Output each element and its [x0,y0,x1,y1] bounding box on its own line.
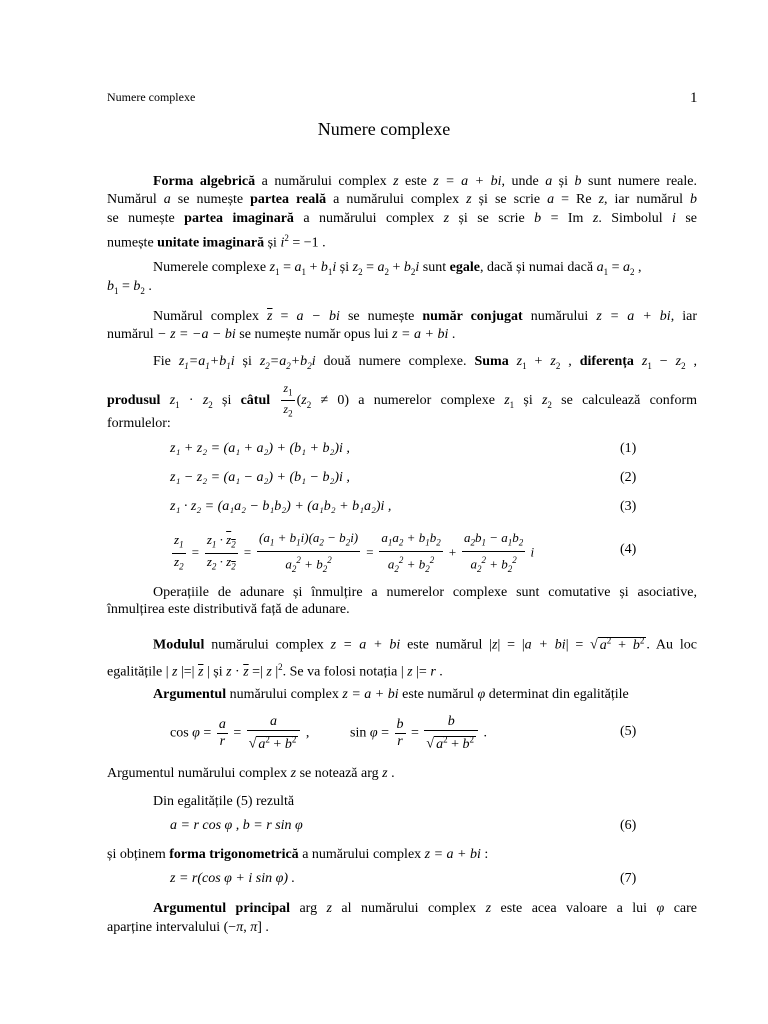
para-algebraic-form-line1: Forma algebrică a numărului complex z este z = a + bi, unde a și b sunt numere reale. [153,174,698,189]
para-operations-line2: produsul $z_1 \cdot z_2$ și câtul $\frac{z_1}{z_2}$ $(z_2 \ne 0)$ a numerelor complexe $z_1$ și $z_2$ se calculează conform [107,381,698,419]
equation-3: z₁ · z₂ = (a₁a₂ − b₁b₂) + (a₁b₂ + b₁a₂)i , [170,499,392,514]
para-operations-line3: formulelor: [107,416,171,431]
equation-number-2: (2) [620,470,637,485]
page-title: Numere complexe [317,119,451,139]
equation-number-7: (7) [620,871,637,886]
equation-4: $\frac{z_1}{z_2}$ = $\frac{z_1 \cdot z_2}{z_2 \cdot z_2}$ = $\frac{(a_1 + b_1i)(a_2 - b_2i)}{a_2^2 + b_2^2}$ = $\frac{a_1a_2 + b_1b_2}{a_2^2 + b_2^2}$ + $\frac{a_2b_1 - a_1b_2}{a_2^2 + b_2^2}$ i [174,530,535,574]
para-properties-line1: Operațiile de adunare și înmulțire a numerelor complexe sunt comutative și asociative, [153,585,697,600]
para-arg-notation: Argumentul numărului complex z se notează arg z . [107,766,395,781]
para-algebraic-form-line3: se numește partea imaginară a numărului complex z și se scrie b = Im z. Simbolul i se [107,211,697,226]
para-modulus-line1: Modulul numărului complex z = a + bi este numărul |z| = |a + bi| = √ $a^2 + b^2$ . Au loc [153,635,697,653]
equation-7: z = r(cos φ + i sin φ) . [170,871,295,886]
equation-number-1: (1) [620,441,637,456]
equation-2: z₁ − z₂ = (a₁ − a₂) + (b₁ − b₂)i , [170,470,350,485]
para-principal-argument-line2: aparține intervalului (−π, π] . [107,920,269,935]
running-title: Numere complexe [107,90,196,104]
para-algebraic-form-line2: Numărul a se numește partea reală a numărului complex z și se scrie a = Re z, iar numărul b [107,192,697,207]
para-argument: Argumentul numărului complex z = a + bi este numărul φ determinat din egalitățile [153,687,629,702]
para-modulus-line2: egalitățile | z |=| $\overline{z}$ | și $z \cdot \overline{z}$ =| z $|^2$. Se va folosi notația | z |= r . [107,662,443,680]
para-principal-argument-line1: Argumentul principal arg z al numărului complex z este acea valoare a lui φ care [153,901,698,916]
equation-number-3: (3) [620,499,637,514]
equation-5-cos: cos φ = $\frac{a}{r}$ = $\frac{a}{√ a^2 + b^2}$ , [170,714,310,752]
equation-1: z₁ + z₂ = (a₁ + a₂) + (b₁ + b₂)i , [170,441,350,456]
equation-6: a = r cos φ , b = r sin φ [170,818,303,833]
para-operations-line1: Fie $z_1=a_1+b_1i$ și $z_2=a_2+b_2i$ două numere complexe. Suma $z_1 + z_2$ , diferența $z_1 - z_2$ , [153,354,698,371]
para-equality: Numerele complexe $z_1 = a_1 + b_1i$ și $z_2 = a_2 + b_2i$ sunt egale, dacă și numai dacă $a_1 = a_2$ , [153,260,642,277]
para-consequence: Din egalitățile (5) rezultă [153,794,295,809]
para-equality-line2: $b_1 = b_2$ . [107,279,152,296]
para-conjugate-line2: numărul − z = −a − bi se numește număr opus lui z = a + bi . [107,327,456,342]
page-number: 1 [690,90,698,106]
para-algebraic-form-line4: numește unitate imaginară și $i^2 = -1$ . [107,233,326,251]
equation-number-6: (6) [620,818,637,833]
equation-number-4: (4) [620,542,637,557]
para-conjugate-line1: Numărul complex $\overline{z} = a$ − bi se numește număr conjugat numărului z = a + bi, iar [153,309,698,324]
equation-5-sin: sin φ = $\frac{b}{r}$ = $\frac{b}{√ a^2 + b^2}$ . [350,714,487,752]
equation-number-5: (5) [620,724,637,739]
para-properties-line2: înmulțirea este distributivă față de adunare. [107,602,350,617]
para-trig-form: și obținem forma trigonometrică a numărului complex z = a + bi : [107,847,489,862]
